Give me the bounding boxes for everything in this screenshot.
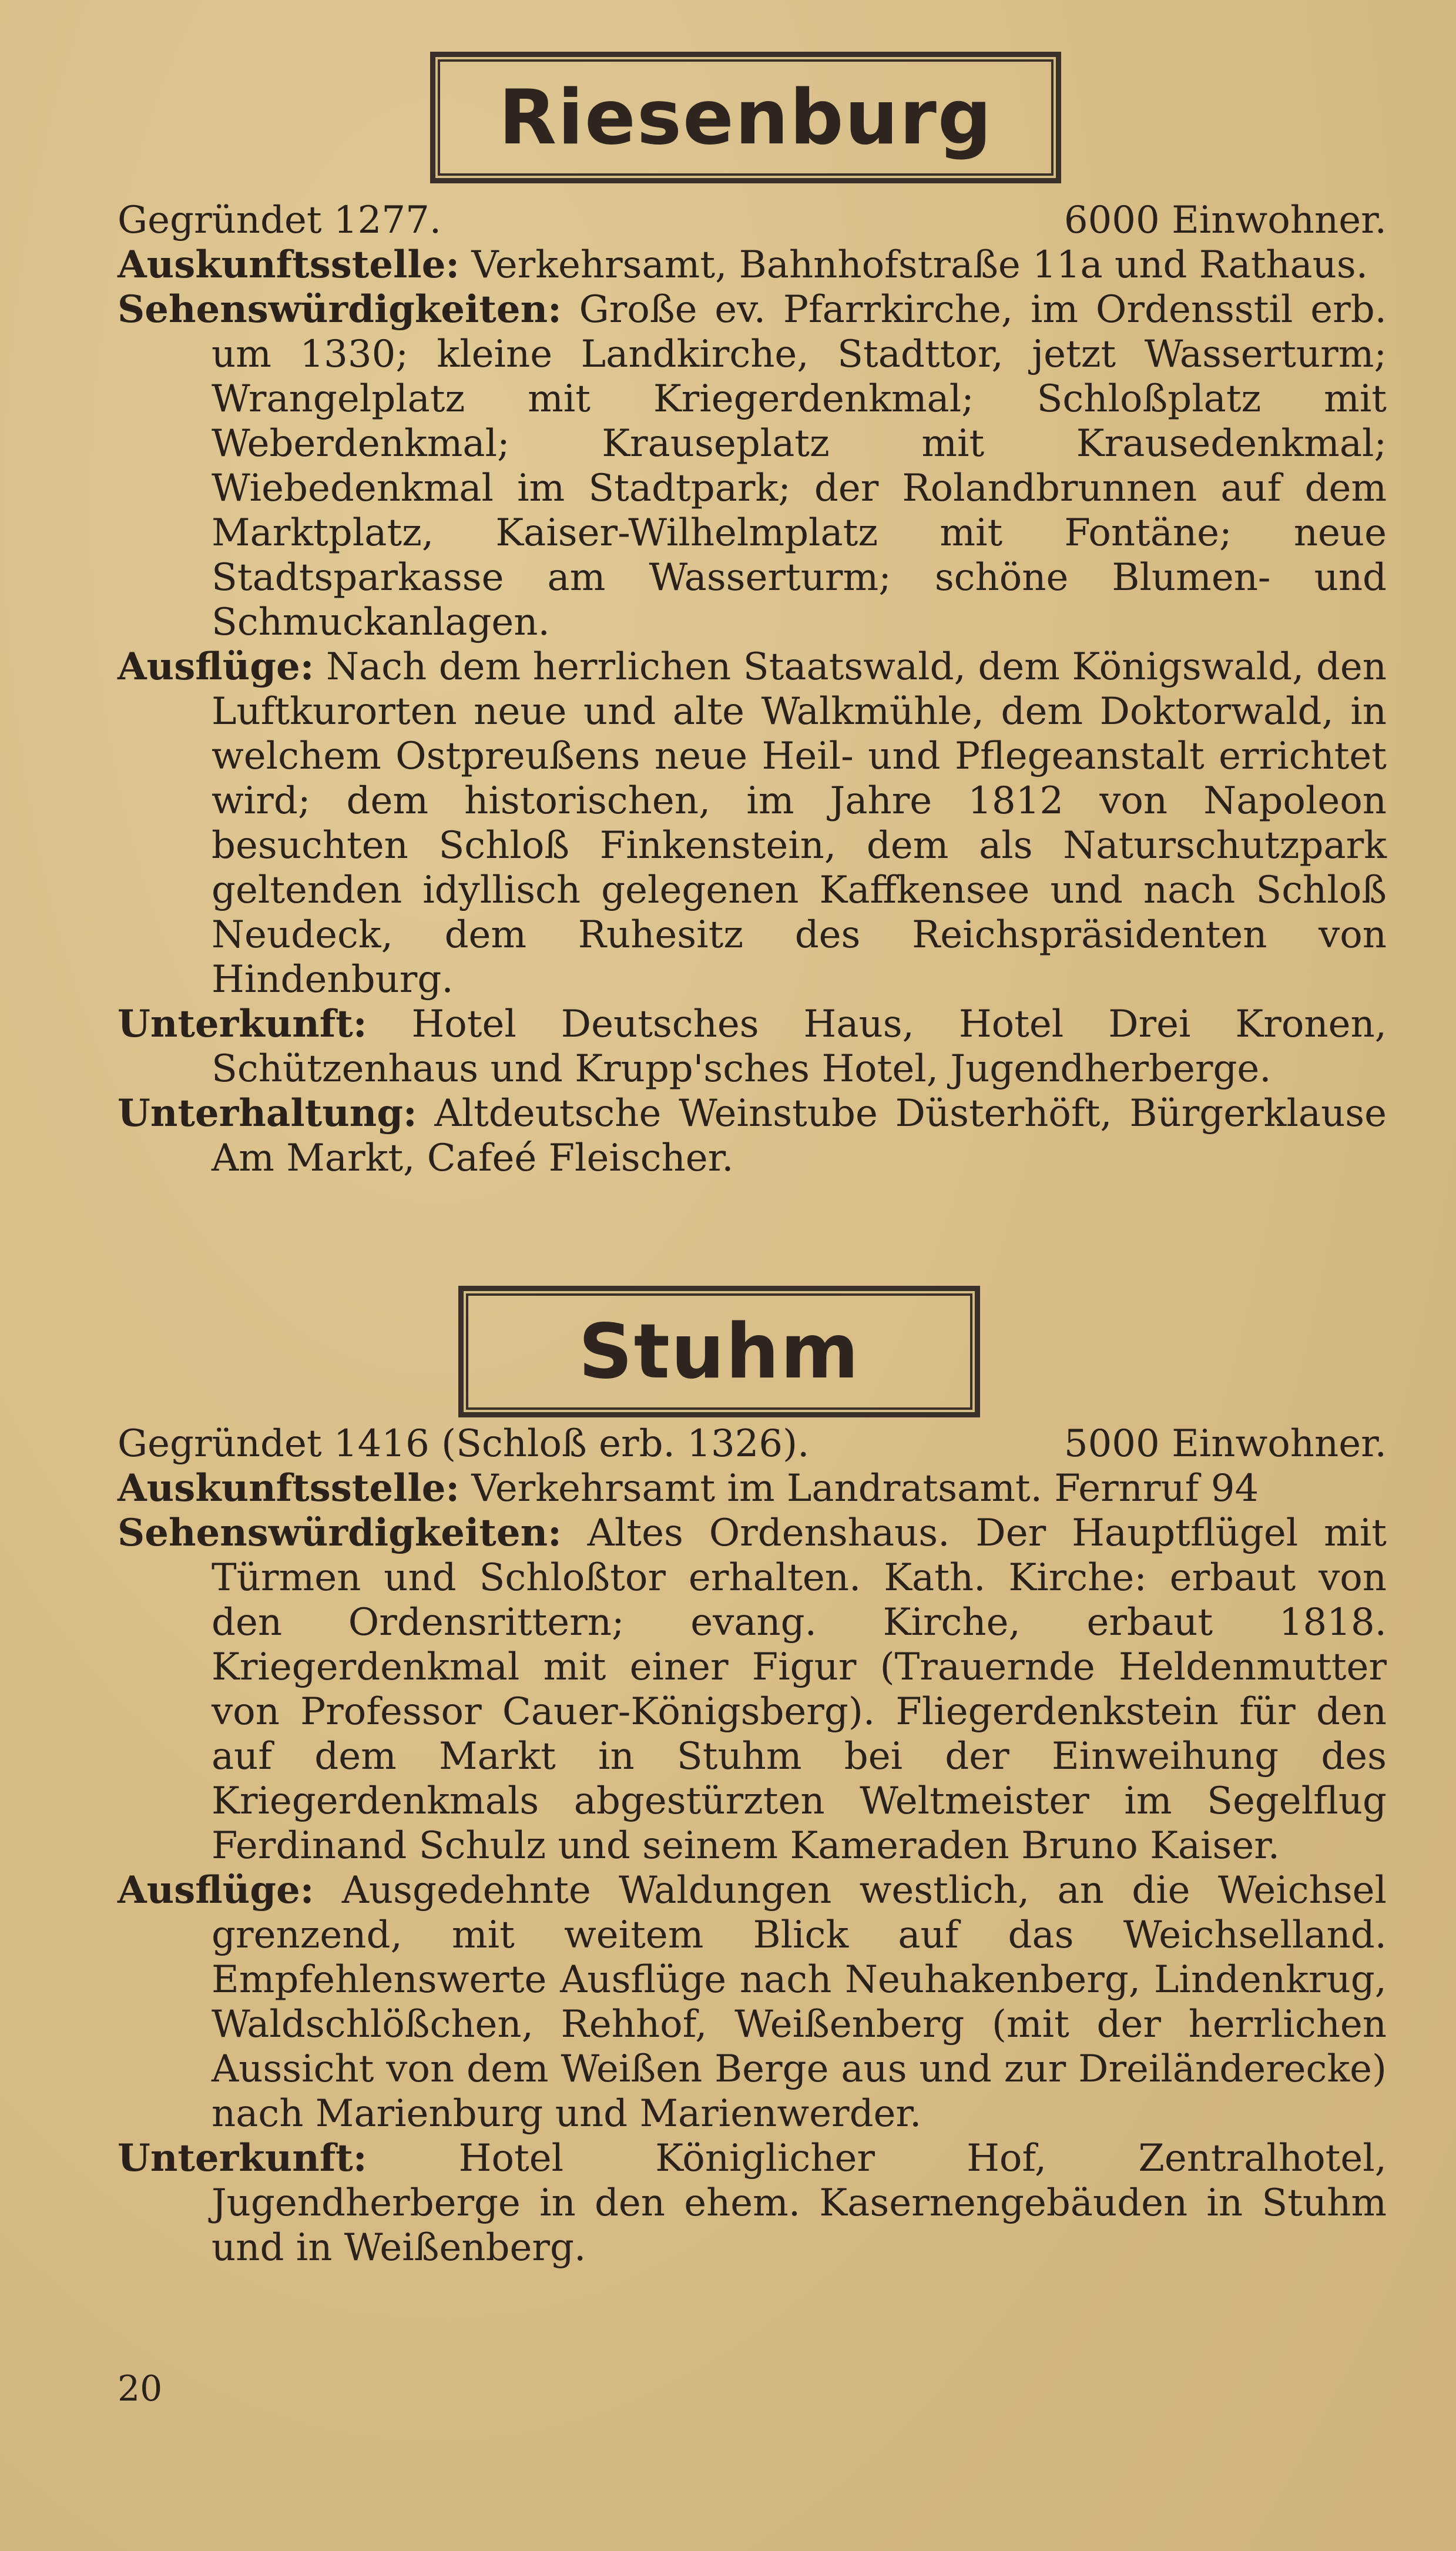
entry-accommodation xyxy=(118,2136,1387,2270)
entry-label: Unterhaltung: xyxy=(118,1091,417,1135)
section-title: Riesenburg xyxy=(498,73,993,162)
entry-text: Ausgedehnte Waldungen westlich, an die Weichsel grenzend, mit weitem Blick auf das Weichselland. Empfehlenswerte Ausflüge nach Neuhakenberg, Lindenkrug, Waldschlößchen, Rehhof, Weißenberg (mit der herrlichen Aussicht von dem Weißen Berge aus und zur Dreiländerecke) nach Marienburg und Marienwerder. xyxy=(212,1869,1387,2136)
entry-excursions xyxy=(118,645,1387,1002)
entry-information-office xyxy=(118,1466,1387,1511)
population-text: 5000 Einwohner. xyxy=(1064,1422,1387,1466)
entry-information-office xyxy=(118,243,1387,287)
population-text: 6000 Einwohner. xyxy=(1064,199,1387,242)
section-riesenburg xyxy=(118,199,1387,1181)
entry-sights xyxy=(118,1511,1387,1868)
founded-text: Gegründet 1277. xyxy=(118,199,442,242)
entry-text: Verkehrsamt im Landratsamt. Fernruf 94 xyxy=(471,1467,1259,1510)
section-title: Stuhm xyxy=(578,1308,860,1396)
entry-label: Ausflüge: xyxy=(118,645,314,689)
entry-label: Unterkunft: xyxy=(118,2136,367,2180)
entry-text: Altdeutsche Weinstube Düsterhöft, Bürgerklause Am Markt, Cafeé Fleischer. xyxy=(212,1092,1387,1180)
entry-text: Große ev. Pfarrkirche, im Ordensstil erb. um 1330; kleine Landkirche, Stadttor, jetzt Wasserturm; Wrangelplatz mit Kriegerdenkmal; Schloßplatz mit Weberdenkmal; Krauseplatz mit Krausedenkmal; Wiebedenkmal im Stadtpark; der Rolandbrunnen auf dem Marktplatz, Kaiser-Wilhelmplatz mit Fontäne; neue Stadtsparkasse am Wasserturm; schöne Blumen- und Schmuckanlagen. xyxy=(212,288,1387,644)
entry-entertainment xyxy=(118,1091,1387,1181)
entry-text: Hotel Königlicher Hof, Zentralhotel, Jugendherberge in den ehem. Kasernengebäuden in Stuhm und in Weißenberg. xyxy=(212,2137,1387,2270)
entry-label: Unterkunft: xyxy=(118,1002,367,1046)
entry-excursions xyxy=(118,1868,1387,2136)
entry-label: Sehenswürdigkeiten: xyxy=(118,1511,562,1555)
entry-text: Nach dem herrlichen Staatswald, dem Königswald, den Luftkurorten neue und alte Walkmühle, dem Doktorwald, in welchem Ostpreußens neue Heil- und Pflegeanstalt errichtet wird; dem historischen, im Jahre 1812 von Napoleon besuchten Schloß Finkenstein, dem als Naturschutzpark geltenden idyllisch gelegenen Kaffkensee und nach Schloß Neudeck, dem Ruhesitz des Reichspräsidenten von Hindenburg. xyxy=(212,645,1387,1001)
meta-row xyxy=(118,199,1387,243)
founded-text: Gegründet 1416 (Schloß erb. 1326). xyxy=(118,1422,810,1466)
entry-label: Auskunftsstelle: xyxy=(118,1466,460,1510)
entry-text: Altes Ordenshaus. Der Hauptflügel mit Türmen und Schloßtor erhalten. Kath. Kirche: erbaut von den Ordensrittern; evang. Kirche, erbaut 1818. Kriegerdenkmal mit einer Figur (Trauernde Heldenmutter von Professor Cauer-Königsberg). Fliegerdenkstein für den auf dem Markt in Stuhm bei der Einweihung des Kriegerdenkmals abgestürzten Weltmeister im Segelflug Ferdinand Schulz und seinem Kameraden Bruno Kaiser. xyxy=(212,1511,1387,1868)
entry-label: Sehenswürdigkeiten: xyxy=(118,287,562,331)
entry-label: Auskunftsstelle: xyxy=(118,243,460,287)
entry-sights xyxy=(118,287,1387,645)
section-stuhm xyxy=(118,1422,1387,2270)
entry-text: Verkehrsamt, Bahnhofstraße 11a und Rathaus. xyxy=(471,243,1368,287)
entry-label: Ausflüge: xyxy=(118,1868,314,1912)
entry-accommodation xyxy=(118,1002,1387,1091)
section-title-box xyxy=(458,1286,980,1417)
page-number: 20 xyxy=(118,2368,163,2409)
meta-row xyxy=(118,1422,1387,1466)
entry-text: Hotel Deutsches Haus, Hotel Drei Kronen, Schützenhaus und Krupp'sches Hotel, Jugendherberge. xyxy=(212,1003,1387,1091)
section-title-box xyxy=(430,52,1061,183)
